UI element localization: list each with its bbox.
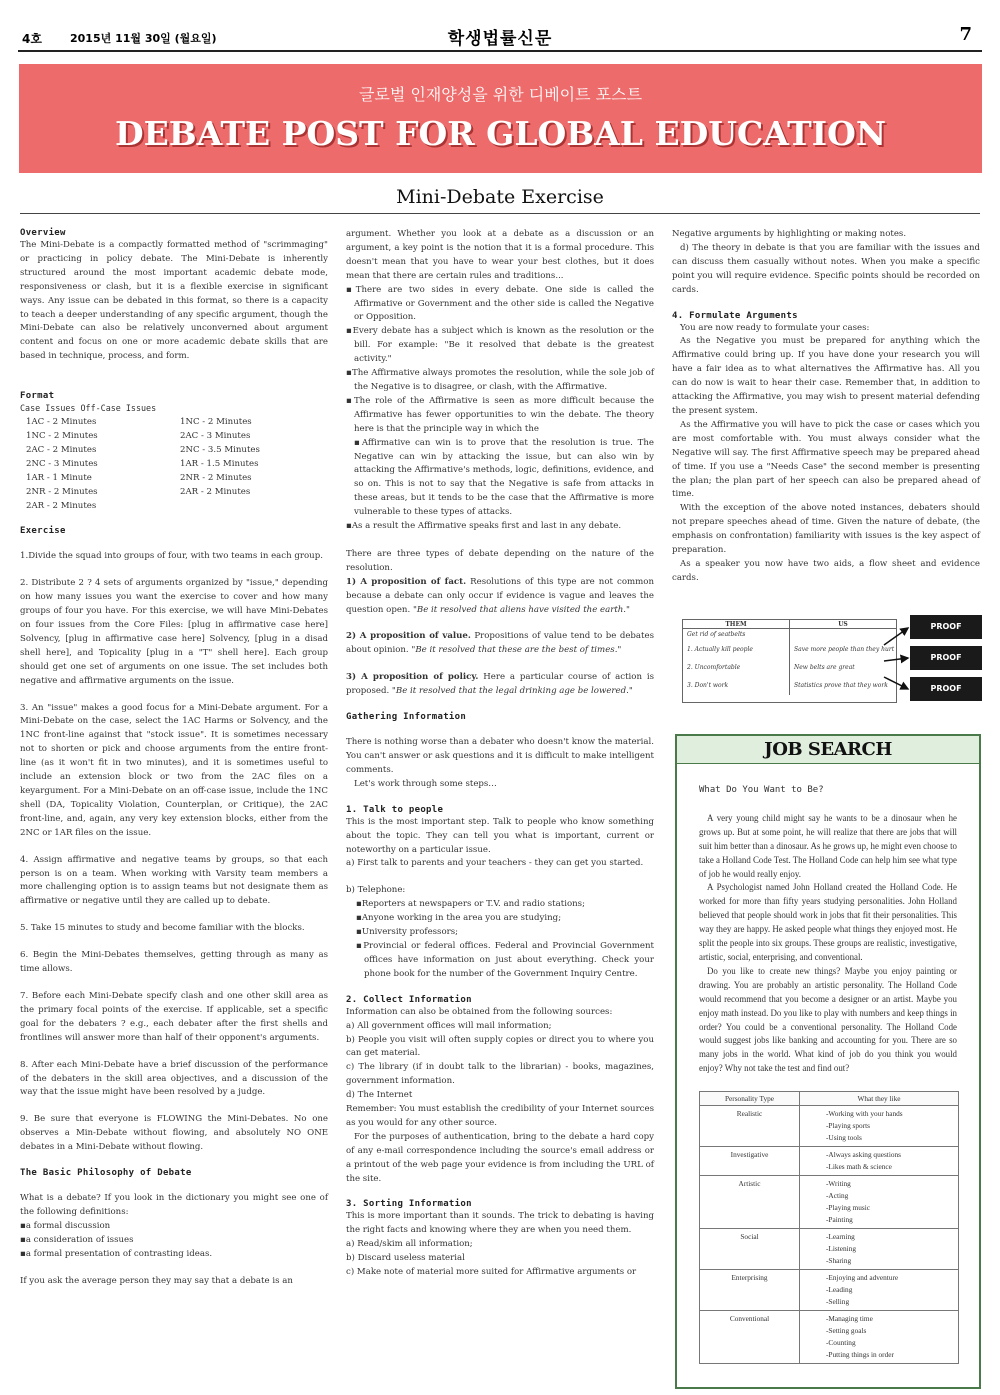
col2-continuation: argument. Whether you look at a debate as a discussion or an argument, a key point is the notion that it is a formal procedure. This doesn't mean that you have to wear your best clothes, but it does mean that there are certain rules and traditions... — [346, 229, 654, 281]
sorting-item: a) Read/skim all information; — [346, 1239, 473, 1250]
like-item: -Using tools — [826, 1133, 862, 1142]
like-item: -Selling — [826, 1297, 850, 1306]
exercise-step-8: 8. After each Mini-Debate have a brief discussion of the performance of the debaters in the skill area objectives, and a discussion of the way that the issue might have been resolved by a judge. — [20, 1059, 328, 1098]
format-row — [20, 416, 328, 430]
exercise-step-3: 3. An "issue" makes a good focus for a Mini-Debate argument. For a Mini-Debate on the case, select the 1AC Harms or Solvency, and the 1NC front-line against that "stock issue". It is sometimes necessary not to shorten or pick and choose arguments from the entire front-line (as it won't fit in two minutes), and it is sometimes useful to include an extension block or two from the 2AC files on a keyargument. For a Mini-Debate on an off-case issue, include the 1NC shell (DA, Topicality Violation, Counterplan, or Critique), the 2AC front-line, and, again, any very key extension blocks, either from the 2NC or 1AR files on the issue. — [20, 702, 328, 838]
collect-heading: 2. Collect Information — [346, 994, 472, 1005]
case-issue-time: 2AC - 2 Minutes — [26, 444, 97, 455]
personality-type: Social — [700, 1229, 800, 1270]
them-column-header: THEM — [683, 620, 790, 628]
collect-item: c) The library (if in doubt talk to the librarian) - books, magazines, government information. — [346, 1062, 654, 1087]
format-heading: Format — [20, 391, 55, 402]
proof-box: PROOF — [910, 677, 982, 701]
offcase-issue-time: 1AR - 1.5 Minutes — [180, 458, 259, 469]
col3-continuation: Negative arguments by highlighting or making notes. — [672, 229, 907, 239]
job-search-p2: A Psychologist named John Holland created the Holland Code. He worked for more than fifty years studying personalities. John Holland believed that people should work in jobs that fit their personalities. This way they are happy. He asked people what things they enjoyed most. He split the people into six groups. These groups are realistic, investigative, artistic, social, enterprising, and conventional. — [699, 882, 957, 962]
korean-title: 글로벌 인재양성을 위한 디베이트 포스트 — [358, 85, 643, 104]
proposition-policy — [346, 671, 654, 699]
us-cell: Save more people than they hurt — [794, 646, 895, 653]
exercise-step-4: 4. Assign affirmative and negative teams by groups, so that each person is on a team. When working with Varsity team members a more challenging option is to assign teams but not designate them as affirmative or negative until they are called up to debate. — [20, 854, 328, 907]
phone-item: ▪ Anyone working in the area you are studying; — [356, 912, 654, 926]
personality-likes — [800, 1106, 959, 1147]
rule-item: ▪ As a result the Affirmative speaks first and last in any debate. — [346, 520, 654, 534]
policy-example: "Be it resolved that the legal drinking age be lowered." — [391, 686, 633, 697]
debate-rules-list — [346, 284, 654, 534]
proposition-value — [346, 630, 654, 658]
like-item: -Working with your hands — [826, 1109, 903, 1118]
definition-item: ▪ a formal presentation of contrasting ideas. — [20, 1248, 328, 1262]
like-item: -Listening — [826, 1244, 856, 1253]
exercise-heading: Exercise — [20, 526, 66, 537]
gathering-steps: Let's work through some steps… — [354, 778, 497, 789]
like-item: -Playing music — [826, 1203, 870, 1212]
job-search-p1: A very young child might say he wants to be a dinosaur when he grows up. But at some point, he will realize that there are jobs that will suit him better than a dinosaur. As he grows up, he might even choose to take a Holland Code Test. The Holland Code can help him see what type of job he would really enjoy. — [699, 812, 957, 879]
format-subheading: Case Issues Off-Case Issues — [20, 403, 157, 414]
rule-item: ▪ The role of the Affirmative is seen as more difficult because the Affirmative has fewer opportunities to win the debate. The theory here is that the principle way in which the — [346, 395, 654, 437]
job-search-title: JOB SEARCH — [677, 736, 979, 764]
formulate-p2: As the Negative you must be prepared for anything which the Affirmative could bring up. If you have done your research you will have a fair idea as to what alternatives the Affirmative has. All you can do now is wait to hear their case. Remember that, in addition to attacking the Affirmative, you may wish to present material defending the present system. — [672, 336, 980, 416]
case-issue-time: 1NC - 2 Minutes — [26, 430, 98, 441]
personality-likes — [800, 1176, 959, 1229]
personality-likes — [800, 1147, 959, 1176]
job-search-box — [675, 734, 981, 1389]
value-label: 2) A proposition of value. — [346, 631, 471, 642]
flow-row — [683, 641, 896, 659]
formulate-p5: As a speaker you now have two aids, a flow sheet and evidence cards. — [672, 558, 980, 583]
exercise-step-2: 2. Distribute 2 ? 4 sets of arguments organized by "issue," depending on how many issues you want the exercise to cover and how many groups of four you have. For this exercise, we will have Mini-Debates on four issues from the Core Files: [plug in affirmative case here] Solvency, [plug in affirmative case here] Solvency, [plug in a disad shell here], and Topicality [plug in a "T" shell here]. Each group should get one set of arguments on one issue. The set includes both negative and affirmative arguments on the issue. — [20, 578, 328, 686]
case-issue-time: 2NC - 3 Minutes — [26, 458, 98, 469]
collect-item: a) All government offices will mail information; — [346, 1020, 552, 1031]
flow-sheet-header — [683, 620, 896, 629]
fact-text: Resolutions of this type are not common because a debate can only occur if evidence is vague and leaves the question open. — [346, 576, 654, 615]
column-1 — [20, 228, 328, 1301]
gathering-text: There is nothing worse than a debater who doesn't know the material. You can't answer or ask questions and it is difficult to make intelligent comments. — [346, 737, 654, 775]
issue-date: 2015년 11월 30일 (월요일) — [70, 32, 217, 45]
like-item: -Setting goals — [826, 1326, 867, 1335]
talk-text: This is the most important step. Talk to people who know something about the topic. They can tell you what is important, current or noteworthy on a particular issue. — [346, 816, 654, 855]
phone-item: ▪ University professors; — [356, 926, 654, 940]
personality-row — [700, 1229, 959, 1270]
proof-box: PROOF — [910, 615, 982, 639]
like-item: -Always asking questions — [826, 1150, 901, 1159]
like-item: -Painting — [826, 1215, 853, 1224]
ask-text: If you ask the average person they may say that a debate is an — [20, 1275, 293, 1286]
title-banner — [19, 64, 982, 173]
column-2 — [346, 228, 654, 1280]
personality-type: Artistic — [700, 1176, 800, 1229]
theory-text: d) The theory in debate is that you are familiar with the issues and can discuss them casually without notes. When you make a specific point you will require evidence. Specific points should be recorded on cards. — [672, 242, 980, 295]
offcase-issue-time — [174, 500, 328, 514]
us-column-header: US — [838, 621, 848, 628]
sorting-item: c) Make note of material more suited for Affirmative arguments or — [346, 1267, 637, 1278]
job-search-question: What Do You Want to Be? — [699, 785, 824, 795]
talk-b: b) Telephone: — [346, 885, 406, 896]
definition-list — [20, 1220, 328, 1262]
case-issue-time: 1AC - 2 Minutes — [26, 417, 97, 428]
personality-likes — [800, 1270, 959, 1311]
exercise-step-1: 1.Divide the squad into groups of four, with two teams in each group. — [20, 551, 323, 562]
arrow-icon — [882, 615, 912, 705]
exercise-step-5: 5. Take 15 minutes to study and become familiar with the blocks. — [20, 923, 305, 934]
formulate-p3: As the Affirmative you will have to pick the case or cases which you are most comfortable with. You must always consider what the Negative will say. The first Affirmative speech may be prepared ahead of time. If you use a "Needs Case" the second member is presenting the plan; the plan part of her speech can also be prepared ahead of time. — [672, 419, 980, 500]
personality-row — [700, 1311, 959, 1364]
proof-box: PROOF — [910, 646, 982, 670]
personality-row — [700, 1270, 959, 1311]
personality-row — [700, 1106, 959, 1147]
english-title: DEBATE POST FOR GLOBAL EDUCATION — [114, 114, 887, 153]
definition-item: ▪ a formal discussion — [20, 1220, 328, 1234]
like-item: -Learning — [826, 1232, 855, 1241]
flow-sheet-table — [682, 619, 897, 703]
like-item: -Counting — [826, 1338, 856, 1347]
sorting-heading: 3. Sorting Information — [346, 1199, 472, 1210]
job-search-p3: Do you like to create new things? Maybe you enjoy painting or drawing. You are probably an artistic personality. The Holland Code would recommend that you become a designer or an artist. Maybe you enjoy math instead. Do you like to play with numbers and keep things in order? You could be a conventional personality. The Holland Code would suggest jobs like banking and accounting for you. There are so many jobs in the world. What kind of job do you think you would enjoy? Why not take the test and find out? — [699, 965, 957, 1074]
format-row — [20, 486, 328, 500]
like-item: -Likes math & science — [826, 1162, 892, 1171]
collect-item: b) People you visit will often supply copies or direct you to where you can get material. — [346, 1034, 654, 1059]
offcase-issue-time: 1NC - 2 Minutes — [180, 417, 252, 428]
talk-a: a) First talk to parents and your teachers - they can get you started. — [346, 858, 644, 869]
format-row — [20, 500, 328, 514]
us-cell: New belts are great — [794, 664, 855, 671]
case-issue-time: 2AR - 2 Minutes — [26, 500, 97, 511]
fact-example: "Be it resolved that aliens have visited the earth." — [412, 604, 630, 615]
philosophy-heading: The Basic Philosophy of Debate — [20, 1168, 192, 1179]
policy-label: 3) A proposition of policy. — [346, 672, 479, 683]
like-item: -Managing time — [826, 1314, 873, 1323]
personality-type: Investigative — [700, 1147, 800, 1176]
format-row — [20, 430, 328, 444]
format-row — [20, 458, 328, 472]
phone-list — [346, 898, 654, 981]
offcase-issue-time: 2AC - 3 Minutes — [180, 430, 251, 441]
case-issue-time: 1AR - 1 Minute — [26, 472, 92, 483]
collect-intro: Information can also be obtained from the following sources: — [346, 1006, 613, 1017]
definition-item: ▪ a consideration of issues — [20, 1234, 328, 1248]
page-number: 7 — [959, 24, 972, 45]
formulate-heading: 4. Formulate Arguments — [672, 310, 798, 321]
column-3 — [672, 228, 980, 586]
exercise-step-9: 9. Be sure that everyone is FLOWING the Mini-Debates. No one observes a Min-Debate without flowing, and absolutely NO ONE debates in a Mini-Debate without flowing. — [20, 1114, 328, 1153]
personality-type: Enterprising — [700, 1270, 800, 1311]
rule-item: ▪ There are two sides in every debate. One side is called the Affirmative or Government and the other side is called the Negative or Opposition. — [346, 284, 654, 326]
like-item: -Sharing — [826, 1256, 852, 1265]
purposes-text: For the purposes of authentication, bring to the debate a hard copy of any e-mail correspondence including the source's email address or a printout of the web page your evidence is from including the URL of the site. — [346, 1131, 654, 1184]
types-intro: There are three types of debate depending on the nature of the resolution. — [346, 548, 654, 573]
personality-row — [700, 1176, 959, 1229]
section-title: Mini-Debate Exercise — [396, 186, 604, 208]
proposition-fact — [346, 576, 654, 618]
flow-row — [683, 659, 896, 677]
case-issue-time: 2NR - 2 Minutes — [26, 486, 98, 497]
format-row — [20, 472, 328, 486]
like-item: -Writing — [826, 1179, 851, 1188]
format-list — [20, 416, 328, 513]
overview-heading: Overview — [20, 228, 66, 238]
rule-item: ▪ The Affirmative always promotes the resolution, while the sole job of the Negative is to disagree, or clash, with the Affirmative. — [346, 367, 654, 395]
phone-item: ▪ Provincial or federal offices. Federal and Provincial Government offices have information on just about everything. Check your phone book for the number of the Government Inquiry Centre. — [356, 940, 654, 982]
phone-item: ▪ Reporters at newspapers or T.V. and radio stations; — [356, 898, 654, 912]
them-cell: 2. Uncomfortable — [683, 659, 790, 677]
formulate-p4: With the exception of the above noted instances, debaters should not prepare speeches ahead of time. Given the nature of debate, (the emphasis on confrontation) familiarity with issues is the key aspect of preparation. — [672, 503, 980, 556]
masthead: 학생법률신문 — [447, 29, 553, 49]
rule-item: ▪ Affirmative can win is to prove that the resolution is true. The Negative can win by attacking the issue, but can also win by attacking the Affirmative's methods, logic, definitions, evidence, and so on. This is not to say that the Negative is safe from attacks in these areas, but it tends to be the case that the Affirmative is more vulnerable to these types of attacks. — [346, 437, 654, 520]
offcase-issue-time: 2NR - 2 Minutes — [180, 472, 252, 483]
job-search-body — [677, 764, 979, 1076]
offcase-issue-time: 2NC - 3.5 Minutes — [180, 444, 260, 455]
policy-text: Here a particular course of action is proposed. — [346, 672, 655, 697]
what-they-like-header: What they like — [800, 1092, 959, 1106]
like-item: -Enjoying and adventure — [826, 1273, 899, 1282]
collect-item: d) The Internet — [346, 1090, 413, 1101]
offcase-issue-time: 2AR - 2 Minutes — [180, 486, 251, 497]
flow-sheet-figure — [682, 615, 982, 705]
page-header — [0, 0, 1000, 52]
value-example: "Be it resolved that these are the best of times." — [411, 645, 622, 656]
header-rule — [18, 50, 982, 52]
personality-likes — [800, 1229, 959, 1270]
gathering-heading: Gathering Information — [346, 712, 467, 723]
personality-type: Realistic — [700, 1106, 800, 1147]
like-item: -Putting things in order — [826, 1350, 894, 1359]
like-item: -Leading — [826, 1285, 853, 1294]
personality-type: Conventional — [700, 1311, 800, 1364]
format-row — [20, 444, 328, 458]
us-cell: Statistics prove that they work — [794, 682, 888, 689]
personality-row — [700, 1147, 959, 1176]
personality-likes — [800, 1311, 959, 1364]
like-item: -Playing sports — [826, 1121, 870, 1130]
overview-text: The Mini-Debate is a compactly formatted method of "scrimmaging" or practicing in policy debate. The Mini-Debate is inherently structured around the most important academic debate mode, responsiveness or clash, but it is a flexible exercise in significant ways. Any issue can be debated in this format, so there is a capacity to teach a deeper understanding of any specific argument, though the Mini-Debate can also be relatively unconverned about argument content and focus on one or more academic debate skills that are based in technique, process, and form. — [20, 240, 328, 362]
rule-item: ▪ Every debate has a subject which is known as the resolution or the bill. For example: "Be it resolved that debate is the greatest activity." — [346, 325, 654, 367]
philosophy-intro: What is a debate? If you look in the dictionary you might see one of the following definitions: — [20, 1193, 328, 1217]
like-item: -Acting — [826, 1191, 849, 1200]
talk-heading: 1. Talk to people — [346, 804, 444, 815]
value-text: Propositions of value tend to be debates about opinion. — [346, 631, 654, 656]
exercise-step-6: 6. Begin the Mini-Debates themselves, getting through as many as time allows. — [20, 950, 328, 975]
flow-sheet-topic: Get rid of seatbelts — [683, 629, 790, 641]
remember-text: Remember: You must establish the credibility of your Internet sources as you would for any other source. — [346, 1104, 654, 1128]
them-cell: 1. Actually kill people — [683, 641, 790, 659]
them-cell: 3. Don't work — [683, 677, 790, 695]
personality-type-header: Personality Type — [700, 1092, 800, 1106]
fact-label: 1) A proposition of fact. — [346, 576, 467, 587]
sorting-text: This is more important than it sounds. The trick to debating is having the right facts and knowing where they are when you need them. — [346, 1211, 654, 1236]
section-rule — [20, 213, 980, 214]
exercise-step-7: 7. Before each Mini-Debate specify clash and one other skill area as the primary focal points of the exercise. If applicable, set a specific goal for the debaters ? e.g., each debater after the first shells and frontlines will answer more than half of their opponent's arguments. — [20, 990, 328, 1043]
flow-row — [683, 677, 896, 695]
sorting-item: b) Discard useless material — [346, 1253, 465, 1264]
formulate-p1: You are now ready to formulate your cases: — [680, 322, 870, 333]
personality-table — [699, 1091, 959, 1364]
issue-number: 4호 — [22, 32, 42, 46]
